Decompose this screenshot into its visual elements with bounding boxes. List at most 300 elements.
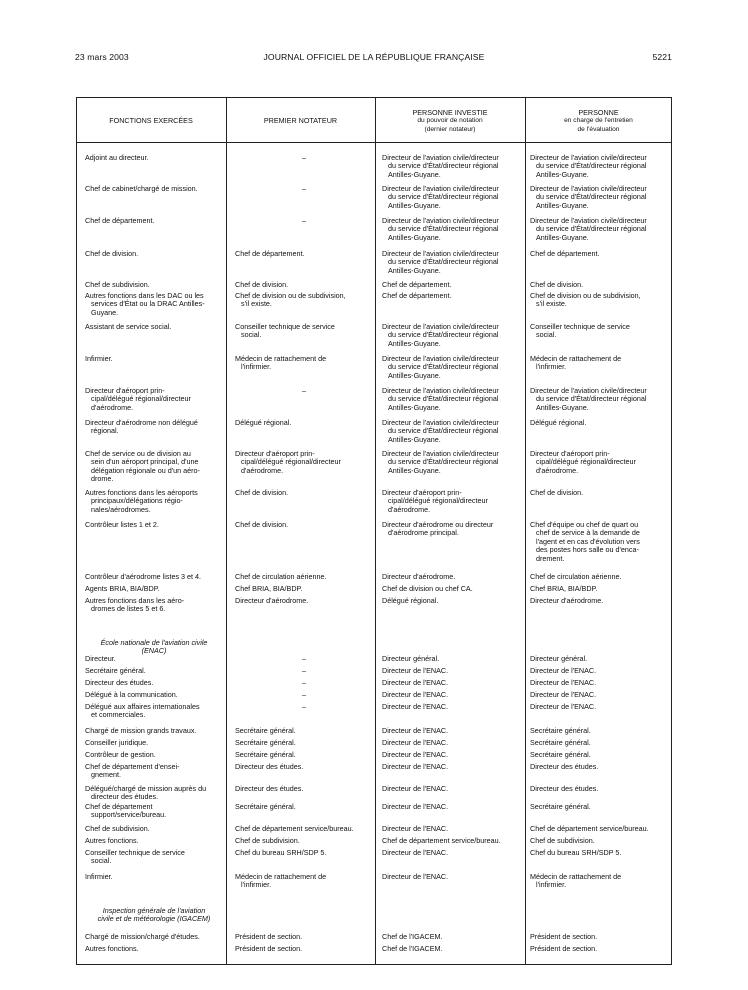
cell-c4 (530, 355, 666, 372)
cell-line: s'il existe. (536, 299, 567, 309)
cell-c4 (530, 250, 666, 258)
cell-line: Chef de département. (382, 291, 452, 300)
cell-c1 (85, 387, 223, 412)
cell-line: – (302, 654, 306, 663)
cell-line: – (302, 216, 306, 225)
cell-c4 (530, 667, 666, 675)
cell-line: Antilles-Guyane. (388, 169, 441, 179)
cell-c1 (85, 933, 223, 941)
cell-c4 (530, 785, 666, 793)
cell-c2 (235, 933, 373, 941)
cell-line: du service d'État/directeur régional (388, 161, 499, 171)
cell-c2 (235, 655, 373, 663)
cell-c2 (235, 597, 373, 605)
cell-c4 (530, 849, 666, 857)
cell-line: – (302, 690, 306, 699)
cell-line: social. (241, 330, 262, 340)
cell-line: Directeur de l'aviation civile/directeur (382, 354, 499, 363)
notation-table: FONCTIONS EXERCÉES PREMIER NOTATEUR PERSONNE INVESTIE du pouvoir de notation (dernier notateur) PERSONNE en charge de l'entretien de l'évaluation École nationale de l'aviation civile (ENAC) Inspection générale de l'aviation civile et de météorologie (IGACEM) Adjoint au directeur. – Directeur de l'aviation civile/directeur du service d'État/directeur régional Antilles-Guyane. Directeur de l'aviation civile/directeur du service d'État/directeur régional Antilles-Guyane. Chef de cabinet/chargé de mission. – Directeur de l'aviation civile/directeur du service d'État/directeur régional Antilles-Guyane. Directeur de l'aviation civile/directeur du service d'État/directeur régional Antilles-Guyane. Chef de département. – Directeur de l'aviation civile/directeur du service d'État/directeur régional Antilles-Guyane. Directeur de l'aviation civile/directeur du service d'État/directeur régional Antilles-Guyane. Chef de division. Chef de département. Directeur de l'aviation civile/directeur du service d'État/directeur régional Antilles-Guyane. Chef de département. Chef de subdivision. Chef de division. Chef de département. Chef de division. Autres fonctions dans les DAC ou les services d'État ou la DRAC Antilles- Guyane. Chef de division ou de subdivision, s'il existe. Chef de département. Chef de division ou de subdivision, s'il existe. Assistant de service social. Conseiller technique de service social. Directeur de l'aviation civile/directeur du service d'État/directeur régional Antilles-Guyane. Conseiller technique de service social. Infirmier. Médecin de rattachement de l'infirmier. Directeur de l'aviation civile/directeur du service d'État/directeur régional Antilles-Guyane. Médecin de rattachement de l'infirmier. Directeur d'aéroport prin- cipal/délégué régional/directeur d'aérodrome. – Directeur de l'aviation civile/directeur du service d'État/directeur régional Antilles-Guyane. Directeur de l'aviation civile/directeur du service d'État/directeur régional Antilles-Guyane. Directeur d'aérodrome non délégué régional. Délégué régional. Directeur de l'aviation civile/directeur du service d'État/directeur régional Antilles-Guyane. Délégué régional. Chef de service ou de division au sein d'un aéroport principal, d'une délégation régionale ou d'un aéro- drome. Directeur d'aéroport prin- cipal/délégué régional/directeur d'aérodrome. Directeur de l'aviation civile/directeur du service d'État/directeur régional Antilles-Guyane. Directeur d'aéroport prin- cipal/délégué régional/directeur d'aérodrome. Autres fonctions dans les aéroports principaux/délégations régio- nales/aérodromes. Chef de division. Directeur d'aéroport prin- cipal/délégué régional/directeur d'aérodrome. Chef de division. Contrôleur listes 1 et 2. Chef de division. Directeur d'aérodrome ou directeur d'aérodrome principal. Chef d'équipe ou chef de quart ou chef de service à la demande de l'agent et en cas d'évolution vers des postes hors salle ou d'enca- drement. Contrôleur d'aérodrome listes 3 et 4. Chef de circulation aérienne. Directeur d'aérodrome. Chef de circulation aérienne. Agents BRIA, BIA/BDP. Chef BRIA, BIA/BDP. Chef de division ou chef CA. Chef BRIA, BIA/BDP. Autres fonctions dans les aéro- dromes de listes 5 et 6. Directeur d'aérodrome. Délégué régional. Directeur d'aérodrome. Directeur. – Directeur général. Directeur général. Secrétaire général. – Directeur de l'ENAC. Directeur de l'ENAC. Directeur des études. – Directeur de l'ENAC. Directeur de l'ENAC. Délégué à la communication. – Directeur de l'ENAC. Directeur de l'ENAC. Délégué aux affaires internationales et commerciales. – Directeur de l'ENAC. Directeur de l'ENAC. Chargé de mission grands travaux. Secrétaire général. Directeur de l'ENAC. Secrétaire général. Conseiller juridique. Secrétaire général. Directeur de l'ENAC. Secrétaire général. Contrôleur de gestion. Secrétaire général. Directeur de l'ENAC. Secrétaire général. Chef de département d'ensei- gnement. Directeur des études. Directeur de l'ENAC. Directeur des études. Délégué/chargé de mission auprès du directeur des études. Directeur des études. Directeur de l'ENAC. Directeur des études. Chef de département support/service/bureau. Secrétaire général. Directeur de l'ENAC. Secrétaire général. Chef de subdivision. Chef de département service/bureau. Directeur de l'ENAC. Chef de département service/bureau. Autres fonctions. Chef de subdivision. Chef de département service/bureau. Chef de subdivision. Conseiller technique de service social. Chef du bureau SRH/SDP 5. Directeur de l'ENAC. Chef du bureau SRH/SDP 5. Infirmier. Médecin de rattachement de l'infirmier. Directeur de l'ENAC. Médecin de rattachement de l'infirmier. Chargé de mission/chargé d'études. Président de section. Chef de l'IGACEM. Président de section. Autres fonctions. Président de section. Chef de l'IGACEM. Président de section. (76, 97, 672, 965)
cell-line: Secrétaire général. (235, 726, 296, 735)
cell-line: Président de section. (235, 944, 303, 953)
cell-line: Chef de division ou de subdivision, (530, 291, 641, 300)
cell-line: Délégué régional. (382, 596, 439, 605)
cell-c2 (235, 521, 373, 529)
cell-c3 (382, 933, 524, 941)
cell-c3 (382, 803, 524, 811)
cell-c4 (530, 727, 666, 735)
cell-line: Antilles-Guyane. (388, 465, 441, 475)
cell-line: du service d'État/directeur régional (388, 257, 499, 267)
cell-line: Chef de département. (530, 249, 600, 258)
cell-c3 (382, 691, 524, 699)
cell-line: – (302, 153, 306, 162)
cell-line: Antilles-Guyane. (388, 370, 441, 380)
cell-line: Directeur d'aérodrome. (235, 596, 309, 605)
cell-line: Chargé de mission/chargé d'études. (85, 932, 200, 941)
cell-line: Médecin de rattachement de (235, 354, 327, 363)
cell-c2 (235, 355, 373, 372)
cell-line: Directeur de l'aviation civile/directeur (530, 386, 647, 395)
cell-line: Directeur de l'ENAC. (382, 848, 449, 857)
cell-line: Autres fonctions. (85, 944, 139, 953)
column-divider-3 (525, 97, 526, 965)
cell-line: Directeur des études. (530, 784, 599, 793)
cell-line: sein d'un aéroport principal, d'une (91, 457, 199, 467)
cell-line: Chef de division. (530, 280, 584, 289)
cell-c1 (85, 450, 223, 484)
cell-c3 (382, 739, 524, 747)
cell-c1 (85, 945, 223, 953)
cell-line: directeur des études. (91, 792, 159, 802)
cell-c4 (530, 739, 666, 747)
cell-line: Chef de division ou chef CA. (382, 584, 473, 593)
cell-line: Chef de l'IGACEM. (382, 932, 443, 941)
col-header-personne-entretien: PERSONNE en charge de l'entretien de l'évaluation (564, 108, 633, 133)
cell-c3 (382, 450, 524, 475)
cell-c1 (85, 281, 223, 289)
cell-c2 (235, 691, 373, 699)
cell-c3 (382, 849, 524, 857)
cell-line: Autres fonctions. (85, 836, 139, 845)
cell-line: Directeur d'aérodrome non délégué (85, 418, 198, 427)
cell-c4 (530, 691, 666, 699)
cell-line: Directeur de l'aviation civile/directeur (382, 322, 499, 331)
cell-c2 (235, 825, 373, 833)
cell-c1 (85, 292, 223, 317)
cell-c2 (235, 873, 373, 890)
cell-line: nales/aérodromes. (91, 504, 151, 514)
cell-c1 (85, 703, 223, 720)
cell-c4 (530, 489, 666, 497)
cell-c1 (85, 185, 223, 193)
cell-line: Médecin de rattachement de (530, 872, 622, 881)
cell-c3 (382, 679, 524, 687)
col-header-fonctions: FONCTIONS EXERCÉES (109, 116, 193, 125)
cell-c1 (85, 873, 223, 881)
cell-line: Directeur d'aérodrome ou directeur (382, 520, 494, 529)
cell-line: Chef de département. (85, 216, 155, 225)
cell-c3 (382, 945, 524, 953)
cell-line: – (302, 702, 306, 711)
cell-line: Chef de subdivision. (85, 280, 150, 289)
cell-c3 (382, 585, 524, 593)
cell-c2 (235, 450, 373, 475)
cell-c1 (85, 849, 223, 866)
cell-line: Secrétaire général. (235, 750, 296, 759)
cell-line: Délégué aux affaires internationales (85, 702, 200, 711)
cell-line: Président de section. (530, 944, 598, 953)
cell-line: Directeur de l'ENAC. (530, 702, 597, 711)
cell-line: du service d'État/directeur régional (536, 224, 647, 234)
cell-c3 (382, 323, 524, 348)
cell-c2 (235, 785, 373, 793)
cell-c2 (235, 489, 373, 497)
cell-line: Autres fonctions dans les aéro- (85, 596, 185, 605)
cell-line: Antilles-Guyane. (388, 338, 441, 348)
cell-c2 (235, 154, 373, 162)
cell-line: Directeur de l'ENAC. (382, 738, 449, 747)
cell-line: du service d'État/directeur régional (388, 394, 499, 404)
cell-line: Antilles-Guyane. (388, 232, 441, 242)
cell-line: des postes hors salle ou d'enca- (536, 545, 639, 555)
cell-line: Chef de division. (235, 488, 289, 497)
cell-line: Guyane. (91, 307, 119, 317)
cell-line: Chargé de mission grands travaux. (85, 726, 197, 735)
cell-line: l'infirmier. (536, 880, 567, 890)
cell-line: Directeur des études. (235, 762, 304, 771)
cell-c3 (382, 727, 524, 735)
cell-c3 (382, 837, 524, 845)
cell-line: Directeur de l'aviation civile/directeur (530, 153, 647, 162)
cell-line: Directeur de l'aviation civile/directeur (530, 216, 647, 225)
cell-c3 (382, 751, 524, 759)
cell-line: Chef de division ou de subdivision, (235, 291, 346, 300)
cell-line: support/service/bureau. (91, 810, 167, 820)
cell-c3 (382, 250, 524, 275)
column-divider-1 (226, 97, 227, 965)
cell-line: Directeur de l'aviation civile/directeur (382, 153, 499, 162)
cell-c2 (235, 667, 373, 675)
cell-line: Délégué/chargé de mission auprès du (85, 784, 207, 793)
cell-line: Directeur d'aéroport prin- (530, 449, 610, 458)
cell-c3 (382, 667, 524, 675)
cell-c2 (235, 281, 373, 289)
cell-line: principaux/délégations régio- (91, 496, 183, 506)
cell-line: Directeur de l'ENAC. (382, 750, 449, 759)
cell-line: du service d'État/directeur régional (388, 224, 499, 234)
cell-line: Adjoint au directeur. (85, 153, 149, 162)
cell-line: chef de service à la demande de (536, 528, 640, 538)
cell-c2 (235, 803, 373, 811)
cell-line: Agents BRIA, BIA/BDP. (85, 584, 160, 593)
cell-c4 (530, 803, 666, 811)
cell-line: du service d'État/directeur régional (388, 362, 499, 372)
cell-line: du service d'État/directeur régional (388, 426, 499, 436)
cell-c4 (530, 945, 666, 953)
cell-c1 (85, 655, 223, 663)
cell-line: Chef BRIA, BIA/BDP. (235, 584, 303, 593)
cell-c2 (235, 323, 373, 340)
cell-c3 (382, 521, 524, 538)
cell-line: Délégué régional. (235, 418, 292, 427)
cell-line: Chef de l'IGACEM. (382, 944, 443, 953)
cell-line: Antilles-Guyane. (536, 232, 589, 242)
cell-line: Chef du bureau SRH/SDP 5. (235, 848, 327, 857)
cell-line: du service d'État/directeur régional (388, 457, 499, 467)
cell-c3 (382, 185, 524, 210)
cell-line: Chef de département d'ensei- (85, 762, 180, 771)
cell-line: Directeur de l'aviation civile/directeur (382, 249, 499, 258)
cell-c3 (382, 489, 524, 514)
cell-c2 (235, 250, 373, 258)
cell-line: Secrétaire général. (235, 802, 296, 811)
cell-line: Secrétaire général. (530, 738, 591, 747)
col-header-personne-investie: PERSONNE INVESTIE du pouvoir de notation (dernier notateur) (412, 108, 488, 133)
cell-line: l'agent et en cas d'évolution vers (536, 536, 640, 546)
cell-c3 (382, 355, 524, 380)
cell-c4 (530, 387, 666, 412)
cell-line: d'aérodrome principal. (388, 528, 459, 538)
cell-line: Directeur de l'ENAC. (382, 702, 449, 711)
cell-line: Directeur de l'ENAC. (382, 762, 449, 771)
cell-line: services d'État ou la DRAC Antilles- (91, 299, 205, 309)
cell-c4 (530, 185, 666, 210)
cell-line: Secrétaire général. (530, 750, 591, 759)
cell-line: d'aérodrome. (536, 465, 579, 475)
cell-line: Antilles-Guyane. (536, 169, 589, 179)
cell-line: Directeur de l'ENAC. (382, 802, 449, 811)
cell-line: Directeur. (85, 654, 116, 663)
cell-line: régional. (91, 426, 119, 436)
cell-c4 (530, 837, 666, 845)
cell-c4 (530, 655, 666, 663)
cell-c1 (85, 585, 223, 593)
cell-line: du service d'État/directeur régional (388, 192, 499, 202)
cell-line: Antilles-Guyane. (388, 200, 441, 210)
cell-line: Chef de circulation aérienne. (235, 572, 327, 581)
cell-line: Directeur de l'ENAC. (382, 690, 449, 699)
cell-line: Secrétaire général. (85, 666, 146, 675)
cell-line: Secrétaire général. (530, 726, 591, 735)
cell-line: social. (91, 856, 112, 866)
cell-c2 (235, 573, 373, 581)
cell-line: Chef de subdivision. (85, 824, 150, 833)
cell-c2 (235, 185, 373, 193)
cell-line: Chef de subdivision. (530, 836, 595, 845)
cell-line: Chef de division. (235, 280, 289, 289)
cell-line: Chef de division. (235, 520, 289, 529)
cell-line: Directeur de l'aviation civile/directeur (382, 216, 499, 225)
cell-line: s'il existe. (241, 299, 272, 309)
cell-line: Directeur de l'aviation civile/directeur (382, 386, 499, 395)
cell-c1 (85, 217, 223, 225)
cell-line: Chef de subdivision. (235, 836, 300, 845)
cell-line: Directeur d'aérodrome. (530, 596, 604, 605)
cell-c3 (382, 785, 524, 793)
cell-line: Chef d'équipe ou chef de quart ou (530, 520, 639, 529)
cell-line: Président de section. (235, 932, 303, 941)
cell-line: Chef de département. (235, 249, 305, 258)
cell-line: Secrétaire général. (235, 738, 296, 747)
cell-line: Antilles-Guyane. (388, 265, 441, 275)
cell-c1 (85, 597, 223, 614)
cell-line: Chef de cabinet/chargé de mission. (85, 184, 198, 193)
cell-c1 (85, 727, 223, 735)
cell-line: Secrétaire général. (530, 802, 591, 811)
cell-line: – (302, 678, 306, 687)
cell-line: Médecin de rattachement de (530, 354, 622, 363)
cell-line: Conseiller technique de service (530, 322, 630, 331)
cell-line: Directeur d'aéroport prin- (382, 488, 462, 497)
cell-line: Chef de département service/bureau. (382, 836, 501, 845)
cell-c3 (382, 597, 524, 605)
cell-c2 (235, 849, 373, 857)
cell-line: délégation régionale ou d'un aéro- (91, 465, 200, 475)
cell-c3 (382, 655, 524, 663)
cell-line: Directeur de l'aviation civile/directeur (382, 184, 499, 193)
cell-line: Antilles-Guyane. (536, 200, 589, 210)
cell-line: cipal/délégué régional/directeur (388, 496, 488, 506)
cell-line: cipal/délégué régional/directeur (241, 457, 341, 467)
cell-c2 (235, 703, 373, 711)
cell-line: Chef de circulation aérienne. (530, 572, 622, 581)
cell-line: Assistant de service social. (85, 322, 172, 331)
cell-line: Président de section. (530, 932, 598, 941)
cell-c1 (85, 691, 223, 699)
cell-line: Directeur des études. (530, 762, 599, 771)
cell-line: d'aérodrome. (91, 402, 134, 412)
cell-line: gnement. (91, 770, 121, 780)
cell-line: Directeur de l'ENAC. (382, 824, 449, 833)
cell-c1 (85, 803, 223, 820)
cell-line: Directeur de l'ENAC. (382, 726, 449, 735)
cell-line: l'infirmier. (241, 362, 272, 372)
cell-c1 (85, 679, 223, 687)
cell-line: Directeur de l'ENAC. (530, 690, 597, 699)
cell-line: Chef de département service/bureau. (235, 824, 354, 833)
cell-line: Chef de service ou de division au (85, 449, 191, 458)
cell-line: Antilles-Guyane. (536, 402, 589, 412)
cell-c4 (530, 597, 666, 605)
cell-line: Directeur des études. (235, 784, 304, 793)
cell-line: et commerciales. (91, 710, 146, 720)
cell-line: Chef de département (85, 802, 153, 811)
cell-c1 (85, 489, 223, 514)
cell-c4 (530, 450, 666, 475)
cell-line: l'infirmier. (536, 362, 567, 372)
cell-c1 (85, 250, 223, 258)
cell-c2 (235, 837, 373, 845)
cell-c1 (85, 419, 223, 436)
cell-c3 (382, 825, 524, 833)
cell-c1 (85, 751, 223, 759)
cell-c3 (382, 873, 524, 881)
cell-c1 (85, 837, 223, 845)
cell-line: Directeur de l'aviation civile/directeur (382, 449, 499, 458)
cell-c3 (382, 703, 524, 711)
cell-c4 (530, 292, 666, 309)
cell-line: Chef de division. (530, 488, 584, 497)
cell-c1 (85, 323, 223, 331)
cell-line: du service d'État/directeur régional (536, 161, 647, 171)
cell-line: cipal/délégué régional/directeur (91, 394, 191, 404)
cell-line: Directeur de l'aviation civile/directeur (382, 418, 499, 427)
cell-c1 (85, 154, 223, 162)
cell-line: Infirmier. (85, 354, 113, 363)
cell-c4 (530, 154, 666, 179)
cell-c3 (382, 292, 524, 300)
cell-line: du service d'État/directeur régional (536, 192, 647, 202)
cell-c2 (235, 751, 373, 759)
cell-line: Chef de département. (382, 280, 452, 289)
cell-line: Chef de département service/bureau. (530, 824, 649, 833)
cell-line: Directeur d'aéroport prin- (235, 449, 315, 458)
cell-c3 (382, 387, 524, 412)
cell-line: cipal/délégué régional/directeur (536, 457, 636, 467)
cell-c4 (530, 751, 666, 759)
cell-c2 (235, 419, 373, 427)
cell-c4 (530, 521, 666, 563)
cell-line: Contrôleur listes 1 et 2. (85, 520, 159, 529)
col-header-premier-notateur: PREMIER NOTATEUR (263, 116, 338, 125)
cell-line: Antilles-Guyane. (388, 402, 441, 412)
cell-c1 (85, 739, 223, 747)
cell-c4 (530, 573, 666, 581)
cell-c2 (235, 945, 373, 953)
cell-c4 (530, 679, 666, 687)
cell-c2 (235, 387, 373, 395)
cell-c2 (235, 727, 373, 735)
cell-c3 (382, 217, 524, 242)
cell-c4 (530, 323, 666, 340)
cell-c1 (85, 573, 223, 581)
cell-line: Directeur d'aéroport prin- (85, 386, 165, 395)
cell-line: Directeur d'aérodrome. (382, 572, 456, 581)
cell-line: Délégué régional. (530, 418, 587, 427)
cell-line: Conseiller technique de service (85, 848, 185, 857)
cell-line: Directeur de l'ENAC. (382, 784, 449, 793)
cell-c1 (85, 667, 223, 675)
header-separator (76, 142, 672, 143)
cell-line: – (302, 666, 306, 675)
cell-line: Directeur de l'ENAC. (382, 872, 449, 881)
cell-line: Délégué à la communication. (85, 690, 178, 699)
cell-line: Chef de division. (85, 249, 139, 258)
cell-c4 (530, 281, 666, 289)
cell-line: Contrôleur de gestion. (85, 750, 156, 759)
cell-line: dromes de listes 5 et 6. (91, 604, 166, 614)
cell-c3 (382, 763, 524, 771)
cell-c4 (530, 933, 666, 941)
cell-c2 (235, 217, 373, 225)
cell-line: Directeur de l'ENAC. (382, 678, 449, 687)
cell-c1 (85, 521, 223, 529)
cell-line: Antilles-Guyane. (388, 434, 441, 444)
cell-line: d'aérodrome. (241, 465, 284, 475)
cell-c1 (85, 785, 223, 802)
cell-c1 (85, 825, 223, 833)
cell-line: Autres fonctions dans les aéroports (85, 488, 198, 497)
cell-line: Directeur de l'ENAC. (530, 678, 597, 687)
cell-c2 (235, 739, 373, 747)
cell-line: Conseiller juridique. (85, 738, 149, 747)
cell-line: l'infirmier. (241, 880, 272, 890)
cell-c2 (235, 585, 373, 593)
cell-c3 (382, 573, 524, 581)
cell-c4 (530, 873, 666, 890)
cell-line: du service d'État/directeur régional (388, 330, 499, 340)
cell-c2 (235, 679, 373, 687)
